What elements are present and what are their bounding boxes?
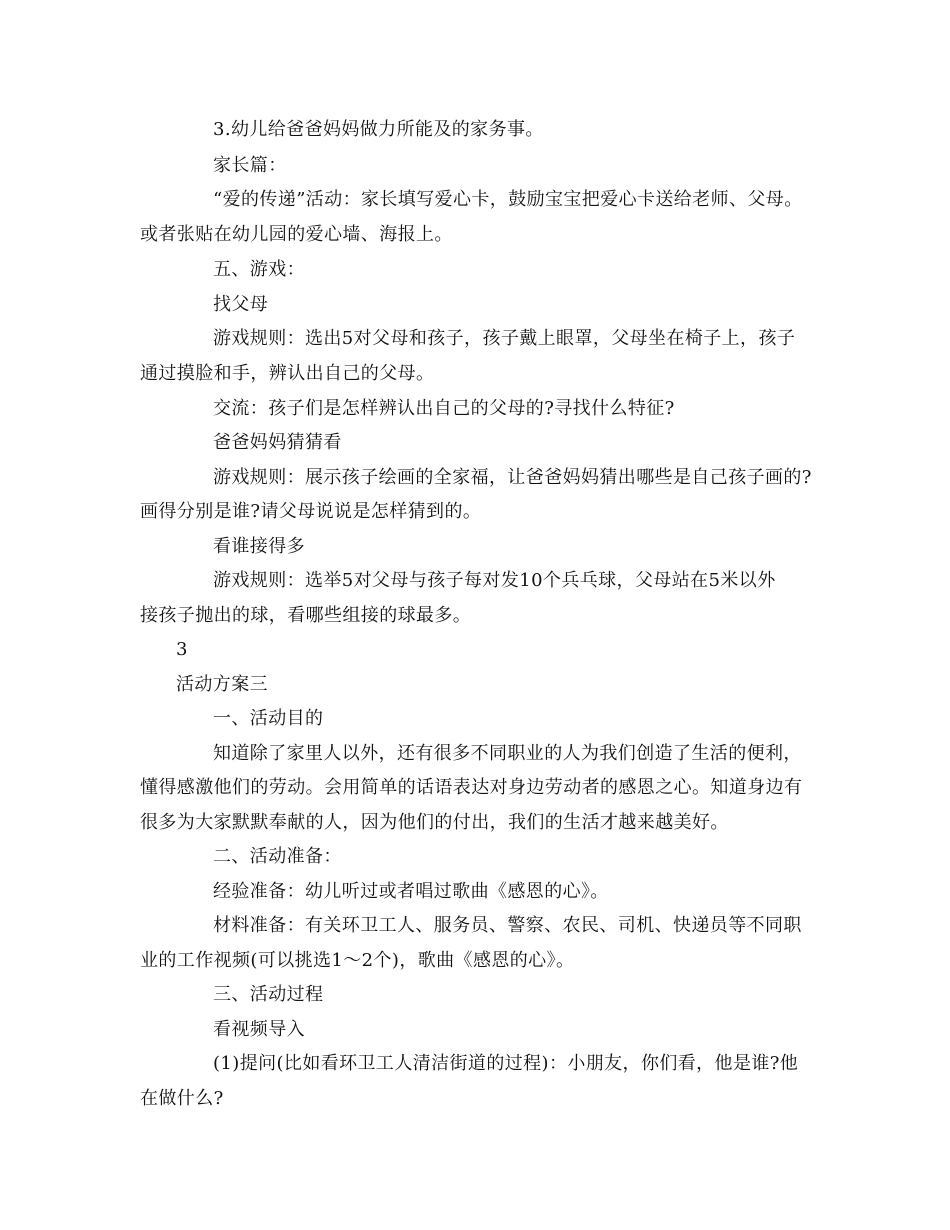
paragraph-material-prep: 材料准备：有关环卫工人、服务员、警察、农民、司机、快递员等不同职 bbox=[213, 915, 802, 936]
paragraph-love-card: “爱的传递”活动：家长填写爱心卡，鼓励宝宝把爱心卡送给老师、父母。 bbox=[213, 189, 803, 210]
section-heading-preparation: 二、活动准备： bbox=[213, 846, 342, 867]
game-rule-guess-cont: 画得分别是谁?请父母说说是怎样猜到的。 bbox=[140, 501, 482, 522]
paragraph-discussion: 交流：孩子们是怎样辨认出自己的父母的?寻找什么特征? bbox=[213, 398, 675, 419]
game-rule-find-parents: 游戏规则：选出5对父母和孩子，孩子戴上眼罩，父母坐在椅子上，孩子 bbox=[213, 328, 796, 349]
paragraph-experience-prep: 经验准备：幼儿听过或者唱过歌曲《感恩的心》。 bbox=[213, 881, 609, 902]
section-heading-parents: 家长篇： bbox=[213, 155, 287, 176]
paragraph-purpose: 知道除了家里人以外，还有很多不同职业的人为我们创造了生活的便利， bbox=[213, 743, 802, 764]
page-number: 3 bbox=[176, 639, 188, 660]
section-title-plan-three: 活动方案三 bbox=[176, 674, 268, 695]
list-item-housework: 3.幼儿给爸爸妈妈做力所能及的家务事。 bbox=[213, 119, 544, 140]
subheading-video-intro: 看视频导入 bbox=[213, 1019, 305, 1040]
game-title-guess: 爸爸妈妈猜猜看 bbox=[213, 432, 342, 453]
paragraph-question-cont: 在做什么? bbox=[140, 1088, 224, 1109]
paragraph-material-prep-cont: 业的工作视频(可以挑选1～2个)，歌曲《感恩的心》。 bbox=[140, 950, 575, 971]
section-heading-process: 三、活动过程 bbox=[213, 984, 324, 1005]
game-rule-catch: 游戏规则：选举5对父母与孩子每对发10个兵乓球，父母站在5米以外 bbox=[213, 570, 776, 591]
game-rule-guess: 游戏规则：展示孩子绘画的全家福，让爸爸妈妈猜出哪些是自己孩子画的? bbox=[213, 467, 812, 488]
paragraph-purpose-cont-2: 很多为大家默默奉献的人，因为他们的付出，我们的生活才越来越美好。 bbox=[140, 812, 729, 833]
section-heading-games: 五、游戏： bbox=[213, 259, 305, 280]
paragraph-purpose-cont-1: 懂得感激他们的劳动。会用简单的话语表达对身边劳动者的感恩之心。知道身边有 bbox=[140, 777, 803, 798]
paragraph-question: (1)提问(比如看环卫工人清洁街道的过程)：小朋友，你们看，他是谁?他 bbox=[213, 1053, 799, 1074]
game-rule-find-parents-cont: 通过摸脸和手，辨认出自己的父母。 bbox=[140, 363, 435, 384]
paragraph-love-card-cont: 或者张贴在幼儿园的爱心墙、海报上。 bbox=[140, 224, 453, 245]
game-rule-catch-cont: 接孩子抛出的球，看哪些组接的球最多。 bbox=[140, 605, 472, 626]
game-title-find-parents: 找父母 bbox=[213, 294, 269, 315]
game-title-catch: 看谁接得多 bbox=[213, 536, 305, 557]
section-heading-purpose: 一、活动目的 bbox=[213, 708, 324, 729]
